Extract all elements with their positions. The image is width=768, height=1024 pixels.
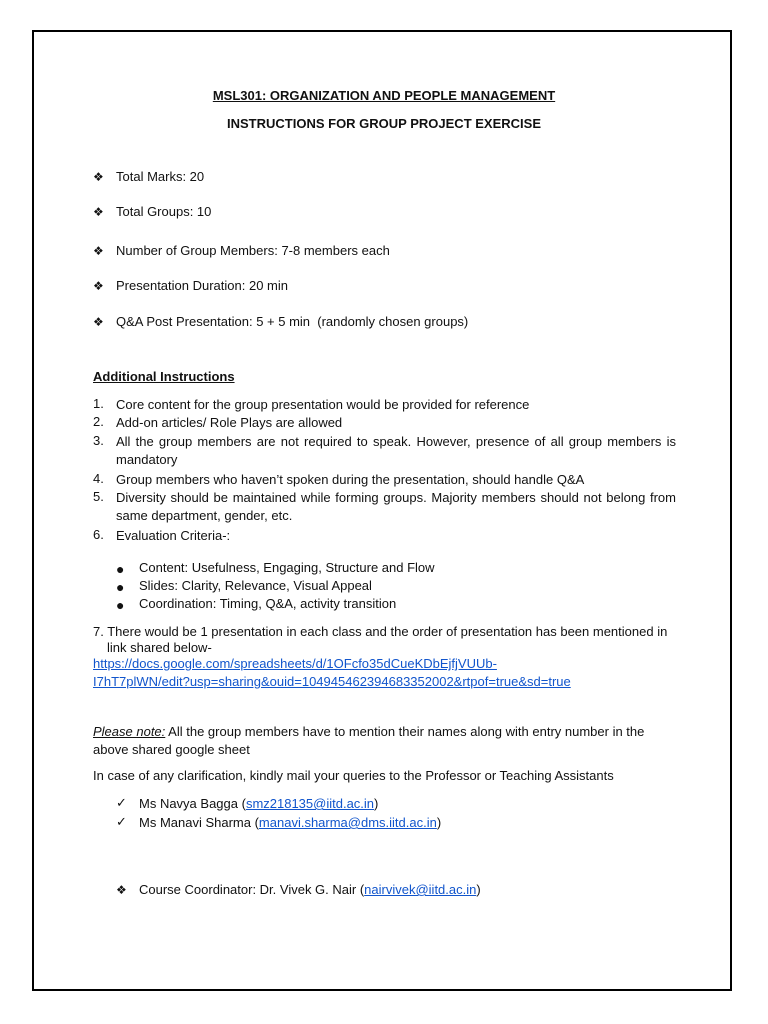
list-item: Presentation Duration: 20 min (116, 278, 288, 293)
list-number: 3. (93, 433, 104, 448)
ta-name: Ms Navya Bagga ( (139, 796, 246, 811)
checkmark-icon: ✓ (116, 814, 127, 829)
bullet-dot-icon: ● (116, 597, 125, 613)
checkmark-icon: ✓ (116, 795, 127, 810)
list-number: 1. (93, 396, 104, 411)
list-item: All the group members are not required to speak. However, presence of all group members is mandatory (116, 434, 676, 467)
spreadsheet-link-line-2[interactable]: I7hT7plWN/edit?usp=sharing&ouid=104945462394683352002&rtpof=true&sd=true (93, 674, 571, 689)
ta-contact (139, 815, 441, 830)
list-number: 4. (93, 471, 104, 486)
bullet-dot-icon: ● (116, 561, 125, 577)
note-label: Please note: (93, 724, 166, 739)
diamond-bullet-icon: ❖ (93, 279, 104, 293)
coordinator-email-link[interactable]: nairvivek@iitd.ac.in (364, 882, 477, 897)
spreadsheet-link-line-1[interactable]: https://docs.google.com/spreadsheets/d/1OFcfo35dCueKDbEjfjVUUb- (93, 656, 497, 671)
paren-close: ) (374, 796, 379, 811)
ta-email-link[interactable]: manavi.sharma@dms.iitd.ac.in (258, 815, 437, 830)
bullet-dot-icon: ● (116, 579, 125, 595)
additional-instructions-heading: Additional Instructions (93, 369, 235, 384)
list-item: Add-on articles/ Role Plays are allowed (116, 415, 343, 430)
diamond-bullet-icon: ❖ (116, 883, 127, 897)
list-item: Total Marks: 20 (116, 169, 205, 184)
item-7-line-2: link shared below- (107, 640, 212, 655)
list-item: Coordination: Timing, Q&A, activity transition (139, 596, 397, 611)
list-item: Slides: Clarity, Relevance, Visual Appeal (139, 578, 372, 593)
list-item: Number of Group Members: 7-8 members each (116, 243, 390, 258)
document-subtitle: INSTRUCTIONS FOR GROUP PROJECT EXERCISE (227, 116, 541, 131)
course-title: MSL301: ORGANIZATION AND PEOPLE MANAGEMENT (212, 88, 556, 103)
course-coordinator (139, 882, 481, 897)
diamond-bullet-icon: ❖ (93, 244, 104, 258)
paren-close: ) (436, 815, 442, 830)
list-item: Group members who haven’t spoken during the presentation, should handle Q&A (116, 472, 585, 487)
list-item: Core content for the group presentation would be provided for reference (116, 397, 530, 412)
note-paragraph (93, 723, 678, 759)
contact-intro: In case of any clarification, kindly mail your queries to the Professor or Teaching Assistants (93, 768, 614, 783)
coordinator-name: Course Coordinator: Dr. Vivek G. Nair ( (139, 882, 365, 897)
ta-contact (139, 796, 378, 811)
ta-name: Ms Manavi Sharma ( (139, 815, 259, 830)
list-item: Diversity should be maintained while forming groups. Majority members should not belong from same department, gender, etc. (116, 490, 676, 523)
diamond-bullet-icon: ❖ (93, 170, 104, 184)
note-text: All the group members have to mention their names along with entry number in the above shared google sheet (93, 724, 645, 757)
diamond-bullet-icon: ❖ (93, 315, 104, 329)
list-item: Q&A Post Presentation: 5 + 5 min (randomly chosen groups) (116, 314, 469, 329)
list-item: Content: Usefulness, Engaging, Structure and Flow (139, 560, 435, 575)
list-item: Evaluation Criteria-: (116, 528, 231, 543)
item-7-line-1: 7. There would be 1 presentation in each class and the order of presentation has been mentioned in (93, 624, 668, 639)
list-number: 5. (93, 489, 104, 504)
ta-email-link[interactable]: smz218135@iitd.ac.in (245, 796, 375, 811)
list-number: 2. (93, 414, 104, 429)
paren-close: ) (476, 882, 481, 897)
diamond-bullet-icon: ❖ (93, 205, 104, 219)
list-number: 6. (93, 527, 104, 542)
list-item: Total Groups: 10 (116, 204, 212, 219)
